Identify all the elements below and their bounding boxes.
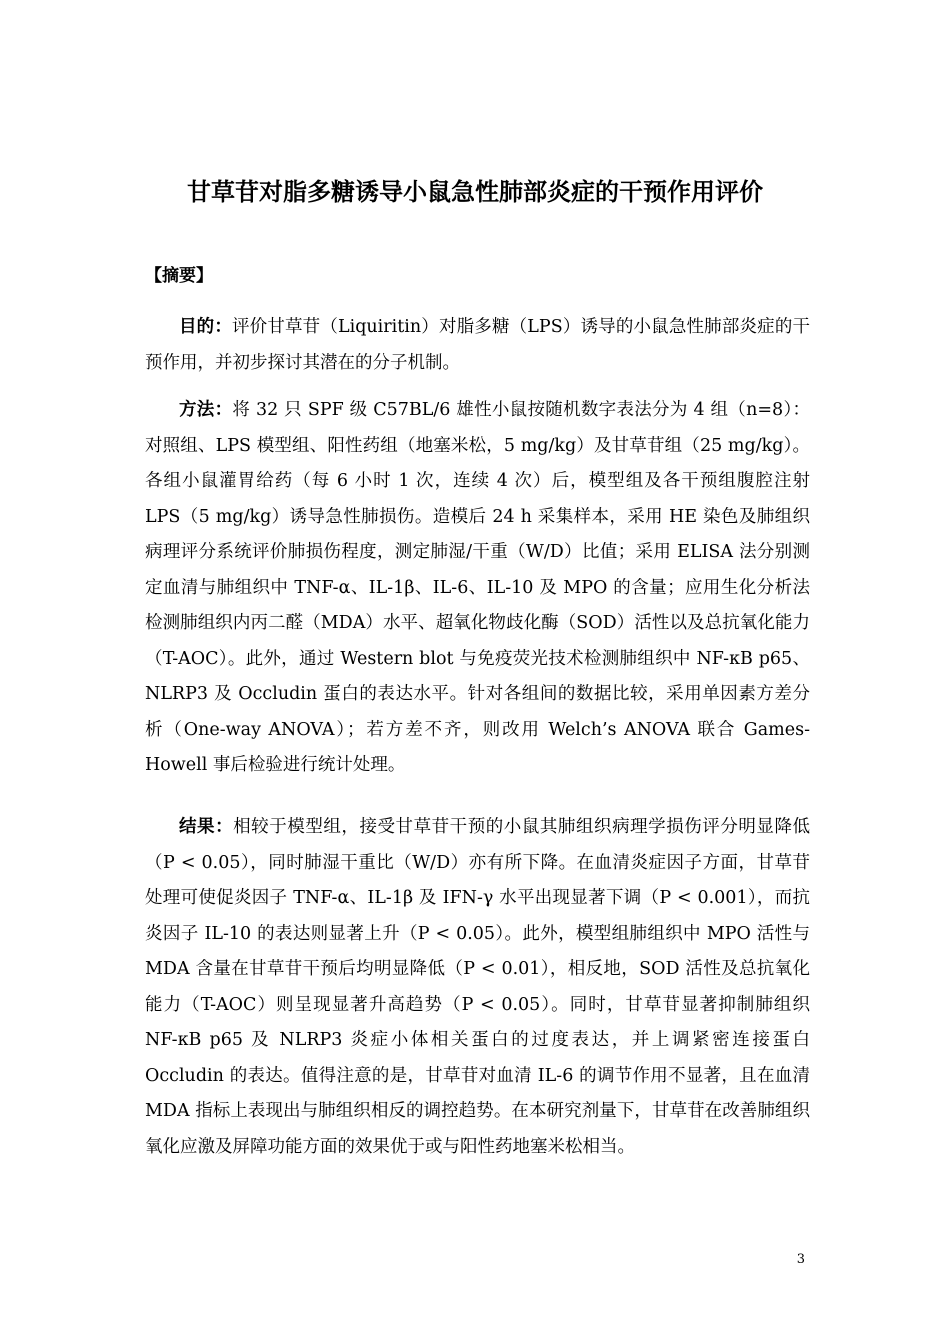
results-text: 相较于模型组，接受甘草苷干预的小鼠其肺组织病理学损伤评分明显降低（P < 0.05），同时肺湿干重比（W/D）亦有所下降。在血清炎症因子方面，甘草苷处理可使促炎因子 TNF-α、IL-1β 及 IFN-γ 水平出现显著下调（P < 0.001），而抗炎因子 IL-10 的表达则显著上升（P < 0.05）。此外，模型组肺组织中 MPO 活性与 MDA 含量在甘草苷干预后均明显降低（P < 0.01），相反地，SOD 活性及总抗氧化能力（T-AOC）则呈现显著升高趋势（P < 0.05）。同时，甘草苷显著抑制肺组织 NF-κB p65 及 NLRP3 炎症小体相关蛋白的过度表达，并上调紧密连接蛋白 Occludin 的表达。值得注意的是，甘草苷对血清 IL-6 的调节作用不显著，且在血清 MDA 指标上表现出与肺组织相反的调控趋势。在本研究剂量下，甘草苷在改善肺组织氧化应激及屏障功能方面的效果优于或与阳性药地塞米松相当。 — [145, 817, 811, 1157]
methods-label: 方法： — [179, 400, 233, 420]
paper-title: 甘草苷对脂多糖诱导小鼠急性肺部炎症的干预作用评价 — [187, 178, 763, 206]
methods-paragraph — [145, 393, 810, 784]
objective-label: 目的： — [179, 317, 232, 337]
methods-text: 将 32 只 SPF 级 C57BL/6 雄性小鼠按随机数字表法分为 4 组（n=8）：对照组、LPS 模型组、阳性药组（地塞米松，5 mg/kg）及甘草苷组（25 mg/kg）。各组小鼠灌胃给药（每 6 小时 1 次，连续 4 次）后，模型组及各干预组腹腔注射 LPS（5 mg/kg）诱导急性肺损伤。造模后 24 h 采集样本，采用 HE 染色及肺组织病理评分系统评价肺损伤程度，测定肺湿/干重（W/D）比值；采用 ELISA 法分别测定血清与肺组织中 TNF-α、IL-1β、IL-6、IL-10 及 MPO 的含量；应用生化分析法检测肺组织内丙二醛（MDA）水平、超氧化物歧化酶（SOD）活性以及总抗氧化能力（T-AOC）。此外，通过 Western blot 与免疫荧光技术检测肺组织中 NF-κB p65、NLRP3 及 Occludin 蛋白的表达水平。针对各组间的数据比较，采用单因素方差分析（One-way ANOVA）；若方差不齐，则改用 Welch’s ANOVA 联合 Games-Howell 事后检验进行统计处理。 — [145, 400, 810, 775]
page-number: 3 — [796, 1252, 805, 1267]
results-paragraph — [145, 810, 810, 1165]
objective-paragraph — [145, 310, 810, 381]
results-label: 结果： — [179, 817, 234, 837]
abstract-heading: 【摘要】 — [145, 266, 213, 286]
objective-text: 评价甘草苷（Liquiritin）对脂多糖（LPS）诱导的小鼠急性肺部炎症的干预作用，并初步探讨其潜在的分子机制。 — [145, 317, 810, 373]
